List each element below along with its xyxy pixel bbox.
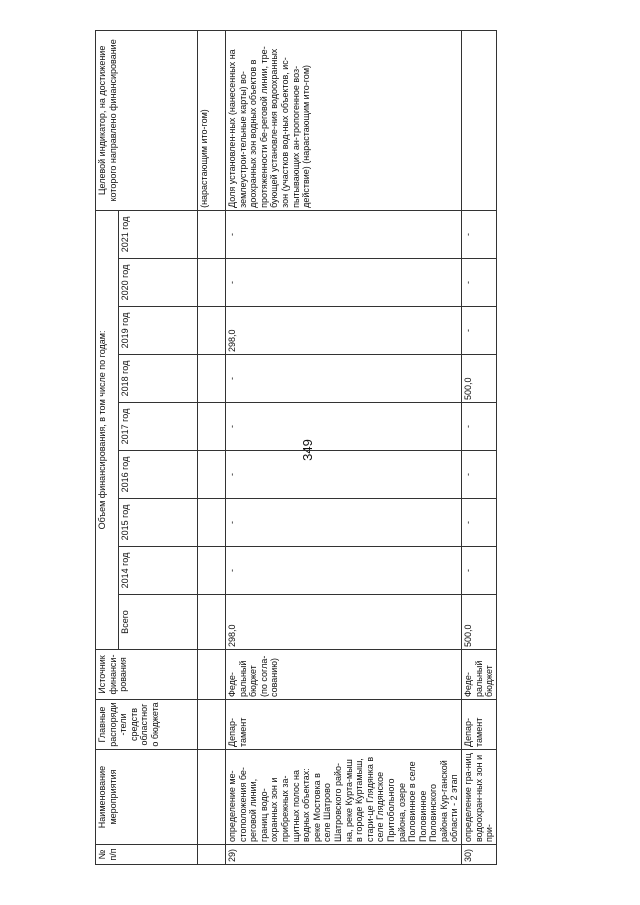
- row-value: -: [462, 210, 497, 258]
- row-value: 500,0: [462, 355, 497, 403]
- row-value: -: [462, 403, 497, 451]
- page-number: 349: [300, 439, 315, 461]
- header-indicator: Целевой индикатор, на достижение которого направлено финансирование: [96, 30, 198, 210]
- row-value: -: [462, 499, 497, 547]
- row-name: определение ме-стоположения бе-реговой линии, границ водо-охранных зон и прибрежных за-щитных полос на водных объектах: реке Мостовка в селе Шатрово Шатровского райо-на, реке Курта-мыш в городе Куртамыш, стари-це Глядянка в селе Глядянское Притобольного района, озере Половинное в селе Половинное Половинского района Кур-ганской области - 2 этап: [226, 750, 462, 845]
- row-value: -: [226, 451, 462, 499]
- row-num: 30): [462, 845, 497, 865]
- header-source: Источник финанси-рования: [96, 650, 198, 700]
- row-admin: Депар-тамент: [226, 700, 462, 750]
- row-admin: Депар-тамент: [462, 700, 497, 750]
- header-name: Наименование мероприятия: [96, 750, 198, 845]
- header-year: 2018 год: [119, 355, 198, 403]
- row-indicator: Доля установлен-ных (нанесенных на землеустрои-тельные карты) во-доохранных зон водных объектов в протяженности бе-реговой линии, тре-бующей установле-ния водоохранных зон (участков вод-ных объектов, ис-пытывающих ан-тропогенное воз-действие) (нарастающим ито-гом): [226, 30, 462, 210]
- row-value: -: [226, 499, 462, 547]
- row-value: -: [226, 403, 462, 451]
- header-year: 2015 год: [119, 499, 198, 547]
- row-source: Феде-ральный бюджет: [462, 650, 497, 700]
- row-value: -: [462, 451, 497, 499]
- note-row: [198, 30, 226, 864]
- rotated-table-container: [95, 35, 495, 865]
- row-value: -: [226, 355, 462, 403]
- row-value: -: [462, 547, 497, 595]
- header-year: 2021 год: [119, 210, 198, 258]
- financing-table: [95, 30, 497, 865]
- header-num: № п/п: [96, 845, 198, 865]
- header-year: 2014 год: [119, 547, 198, 595]
- row-value: -: [462, 259, 497, 307]
- row-value: -: [226, 547, 462, 595]
- header-total: Всего: [119, 595, 198, 650]
- note-indicator: (нарастающим ито-гом): [198, 30, 226, 210]
- header-volume: Объем финансирования, в том числе по годам:: [96, 210, 119, 649]
- row-source: Феде-ральный бюджет (по согла-сованию): [226, 650, 462, 700]
- row-name: определение гра-ниц водоохран-ных зон и при-: [462, 750, 497, 845]
- table-row: [226, 30, 462, 864]
- row-indicator: [462, 30, 497, 210]
- row-value: 298,0: [226, 307, 462, 355]
- row-value: -: [462, 307, 497, 355]
- row-value: -: [226, 259, 462, 307]
- header-admin: Главные распоряди-тели средств областного бюджета: [96, 700, 198, 750]
- header-year: 2017 год: [119, 403, 198, 451]
- header-year: 2016 год: [119, 451, 198, 499]
- header-year: 2019 год: [119, 307, 198, 355]
- row-total: 500,0: [462, 595, 497, 650]
- header-row-1: [96, 30, 119, 864]
- row-num: 29): [226, 845, 462, 865]
- row-total: 298,0: [226, 595, 462, 650]
- table-row: [462, 30, 497, 864]
- header-year: 2020 год: [119, 259, 198, 307]
- row-value: -: [226, 210, 462, 258]
